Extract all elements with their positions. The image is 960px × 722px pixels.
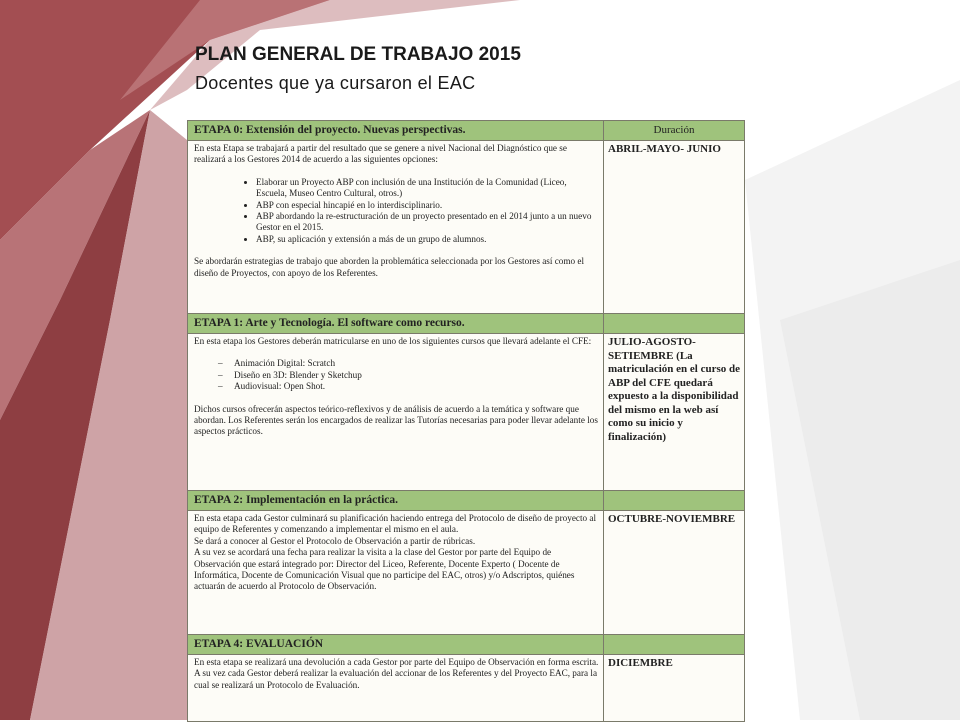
stage-4-description xyxy=(188,655,604,722)
stage-2-title: ETAPA 2: Implementación en la práctica. xyxy=(188,491,604,510)
stage-1-course: – Animación Digital: Scratch xyxy=(218,358,336,369)
stage-2-duration: OCTUBRE-NOVIEMBRE xyxy=(608,513,736,525)
stage-0-outro: Se abordarán estrategias de trabajo que aborden la problemática seleccionada por los Gestores así como el diseño de Proyectos, con apoyo de los Referentes. xyxy=(194,256,585,278)
stage-1-course: – Diseño en 3D: Blender y Sketchup xyxy=(218,369,362,380)
stage-1-duration-cell xyxy=(604,334,744,490)
stage-2-header-row xyxy=(188,491,744,511)
stage-1-duration: JULIO-AGOSTO-SETIEMBRE (La matriculación en el curso de ABP del CFE quedará expuesto a la disponibilidad del mismo en la web así como su inicio y finalización) xyxy=(608,336,740,443)
stage-1-header-empty xyxy=(604,314,744,333)
stage-4-header-empty xyxy=(604,635,744,654)
stage-1-outro: Dichos cursos ofrecerán aspectos teórico-reflexivos y de análisis de acuerdo a la temática y software que abordan. Los Referentes serán los encargados de realizar las Tutorías necesarias para poder llevar adelante los aspectos prácticos. xyxy=(194,403,598,437)
duration-column-header: Duración xyxy=(653,124,695,136)
stage-0-title: ETAPA 0: Extensión del proyecto. Nuevas perspectivas. xyxy=(188,121,604,140)
stage-0-description xyxy=(188,141,604,313)
stage-1-intro: En esta etapa los Gestores deberán matricularse en uno de los siguientes cursos que llevará adelante el CFE: xyxy=(194,336,592,346)
stage-2-paragraph: En esta etapa cada Gestor culminará su planificación haciendo entrega del Protocolo de diseño de proyecto al equipo de Referentes y comenzando a implementar el mismo en el aula. xyxy=(194,513,597,535)
work-plan-table xyxy=(187,120,745,722)
stage-0-duration: ABRIL-MAYO- JUNIO xyxy=(608,143,721,155)
stage-0-option: • Elaborar un Proyecto ABP con inclusión de una Institución de la Comunidad (Liceo, Escuela, Museo Centro Cultural, otros.) xyxy=(256,177,599,200)
stage-4-content-row xyxy=(188,655,744,722)
stage-4-paragraph: En esta etapa se realizará una devolución a cada Gestor por parte del Equipo de Observación en forma escrita. xyxy=(194,657,599,667)
stage-0-content-row xyxy=(188,141,744,314)
stage-1-header-row xyxy=(188,314,744,334)
stage-4-duration-cell xyxy=(604,655,744,722)
stage-2-header-empty xyxy=(604,491,744,510)
stage-4-title: ETAPA 4: EVALUACIÓN xyxy=(188,635,604,654)
stage-1-description xyxy=(188,334,604,490)
stage-2-paragraph: A su vez se acordará una fecha para realizar la visita a la clase del Gestor por parte del Equipo de Observación que estará integrado por: Director del Liceo, Referente, Docente Experto ( Docente de Informática, Docente de Comunicación Visual que no participe del EAC, otros) y/o Adscriptos, quiénes actuarán de acuerdo al Protocolo de Observación. xyxy=(194,547,575,592)
stage-2-content-row xyxy=(188,511,744,635)
stage-2-paragraph: Se dará a conocer al Gestor el Protocolo de Observación a partir de rúbricas. xyxy=(194,535,476,546)
stage-0-header-row xyxy=(188,121,744,141)
stage-0-option: • ABP abordando la re-estructuración de un proyecto presentado en el 2014 junto a un nuevo Gestor en el 2015. xyxy=(256,211,599,234)
slide-subtitle: Docentes que ya cursaron el EAC xyxy=(195,73,476,93)
stage-1-content-row xyxy=(188,334,744,491)
stage-1-title: ETAPA 1: Arte y Tecnología. El software como recurso. xyxy=(188,314,604,333)
stage-2-description xyxy=(188,511,604,634)
stage-0-duration-cell xyxy=(604,141,744,313)
slide-title: PLAN GENERAL DE TRABAJO 2015 xyxy=(195,44,521,65)
stage-0-option: • ABP, su aplicación y extensión a más de un grupo de alumnos. xyxy=(256,234,599,245)
stage-0-option: • ABP con especial hincapié en lo interdisciplinario. xyxy=(256,200,599,211)
stage-4-paragraph: A su vez cada Gestor deberá realizar la evaluación del accionar de los Referentes y del Proyecto EAC, para la cual se realizará un Protocolo de Evaluación. xyxy=(194,668,598,690)
stage-4-duration: DICIEMBRE xyxy=(608,657,673,669)
stage-1-course: – Audiovisual: Open Shot. xyxy=(218,381,326,392)
stage-2-duration-cell xyxy=(604,511,744,634)
stage-0-options-list xyxy=(194,177,599,245)
stage-0-intro: En esta Etapa se trabajará a partir del resultado que se genere a nivel Nacional del Diagnóstico que se realizará a los Gestores 2014 de acuerdo a las siguientes opciones: xyxy=(194,143,567,165)
stage-4-header-row xyxy=(188,635,744,655)
stage-1-courses-list xyxy=(194,358,599,392)
